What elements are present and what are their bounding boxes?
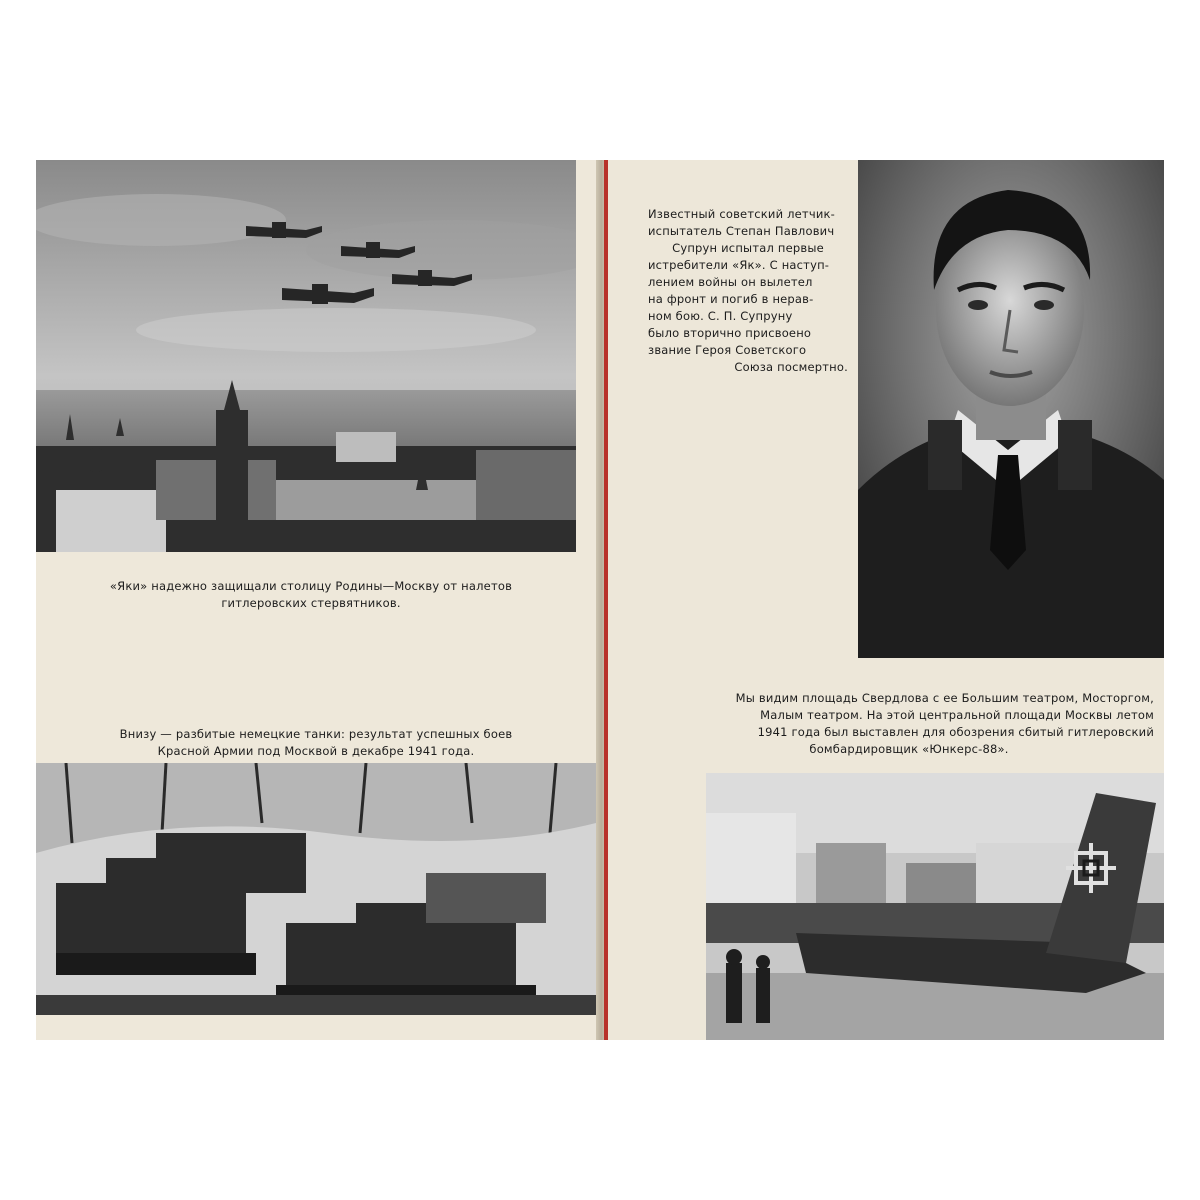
caption-line: испытатель Степан Павлович xyxy=(648,224,835,238)
caption-line: ном бою. С. П. Супруну xyxy=(648,309,793,323)
caption-line: на фронт и погиб в нерав- xyxy=(648,292,814,306)
left-page xyxy=(36,160,596,1040)
caption-line: Супрун испытал первые xyxy=(672,241,824,255)
suprun-portrait-caption xyxy=(648,206,848,376)
caption-line: звание Героя Советского xyxy=(648,343,807,357)
caption-line: Малым театром. На этой центральной площади Москвы летом xyxy=(760,708,1154,722)
caption-line: было вторично присвоено xyxy=(648,326,812,340)
caption-line: бомбардировщик «Юнкерс-88». xyxy=(809,742,1009,756)
destroyed-tanks-photo xyxy=(36,763,596,1015)
caption-line: Внизу — разбитые немецкие танки: результат успешных боев xyxy=(119,727,513,741)
caption-line: истребители «Як». С наступ- xyxy=(648,258,830,272)
caption-line: 1941 года был выставлен для обозрения сбитый гитлеровский xyxy=(757,725,1154,739)
junkers-bomber-photo xyxy=(706,773,1164,1040)
caption-line: лением войны он вылетел xyxy=(648,275,813,289)
suprun-portrait-photo xyxy=(858,160,1164,658)
right-page xyxy=(608,160,1164,1040)
caption-line: гитлеровских стервятников. xyxy=(221,596,401,610)
caption-line: Мы видим площадь Свердлова с ее Большим театром, Мосторгом, xyxy=(735,691,1154,705)
yak-fighters-over-moscow-photo xyxy=(36,160,576,552)
caption-line: «Яки» надежно защищали столицу Родины—Москву от налетов xyxy=(109,579,513,593)
yak-photo-caption xyxy=(76,578,546,612)
book-spread xyxy=(36,160,1164,1040)
caption-line: Союза посмертно. xyxy=(734,360,848,374)
tanks-photo-caption xyxy=(56,726,576,760)
caption-line: Красной Армии под Москвой в декабре 1941 года. xyxy=(157,744,475,758)
caption-line: Известный советский летчик- xyxy=(648,207,835,221)
sverdlov-square-caption xyxy=(664,690,1154,758)
